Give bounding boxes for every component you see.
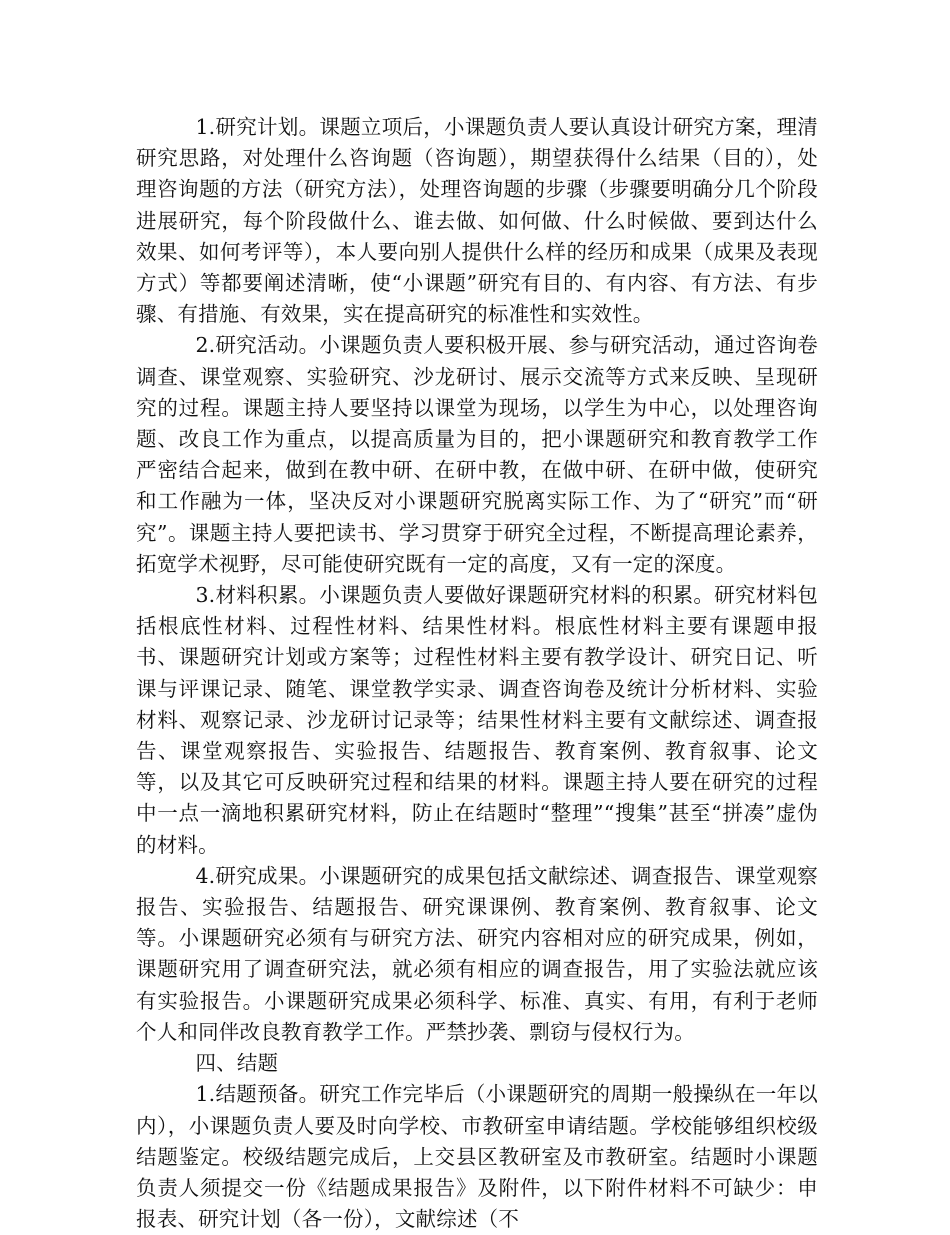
paragraph-research-results: 4.研究成果。小课题研究的成果包括文献综述、调查报告、课堂观察报告、实验报告、结题报告、研究课课例、教育案例、教育叙事、论文等。小课题研究必须有与研究方法、研究内容相对应的研究成果，例如，课题研究用了调查研究法，就必须有相应的调查报告，用了实验法就应该有实验报告。小课题研究成果必须科学、标准、真实、有用，有利于老师个人和同伴改良教育教学工作。严禁抄袭、剽窃与侵权行为。 [136,863,818,1044]
paragraph-research-activities: 2.研究活动。小课题负责人要积极开展、参与研究活动，通过咨询卷调查、课堂观察、实验研究、沙龙研讨、展示交流等方式来反映、呈现研究的过程。课题主持人要坚持以课堂为现场，以学生为中心，以处理咨询题、改良工作为重点，以提高质量为目的，把小课题研究和教育教学工作严密结合起来，做到在教中研、在研中教，在做中研、在研中做，使研究和工作融为一体，坚决反对小课题研究脱离实际工作、为了“研究”而“研究”。课题主持人要把读书、学习贯穿于研究全过程，不断提高理论素养，拓宽学术视野，尽可能使研究既有一定的高度，又有一定的深度。 [136,333,818,576]
paragraph-material-accumulation: 3.材料积累。小课题负责人要做好课题研究材料的积累。研究材料包括根底性材料、过程性材料、结果性材料。根底性材料主要有课题申报书、课题研究计划或方案等；过程性材料主要有教学设计、研究日记、听课与评课记录、随笔、课堂教学实录、调查咨询卷及统计分析材料、实验材料、观察记录、沙龙研讨记录等；结果性材料主要有文献综述、调查报告、课堂观察报告、实验报告、结题报告、教育案例、教育叙事、论文等，以及其它可反映研究过程和结果的材料。课题主持人要在研究的过程中一点一滴地积累研究材料，防止在结题时“整理”“搜集”甚至“拼凑”虚伪的材料。 [136,583,818,857]
paragraph-closing-preparation: 1.结题预备。研究工作完毕后（小课题研究的周期一般操纵在一年以内），小课题负责人要及时向学校、市教研室申请结题。学校能够组织校级结题鉴定。校级结题完成后，上交县区教研室及市教研室。结题时小课题负责人须提交一份《结题成果报告》及附件，以下附件材料不可缺少：申报表、研究计划（各一份），文献综述（不 [136,1082,818,1232]
document-page [136,112,818,1235]
section-heading: 四、结题 [195,1051,279,1076]
paragraph-research-plan: 1.研究计划。课题立项后，小课题负责人要认真设计研究方案，理清研究思路，对处理什么咨询题（咨询题），期望获得什么结果（目的），处理咨询题的方法（研究方法），处理咨询题的步骤（步骤要明确分几个阶段进展研究，每个阶段做什么、谁去做、如何做、什么时候做、要到达什么效果、如何考评等），本人要向别人提供什么样的经历和成果（成果及表现方式）等都要阐述清晰，使“小课题”研究有目的、有内容、有方法、有步骤、有措施、有效果，实在提高研究的标准性和实效性。 [136,115,818,327]
